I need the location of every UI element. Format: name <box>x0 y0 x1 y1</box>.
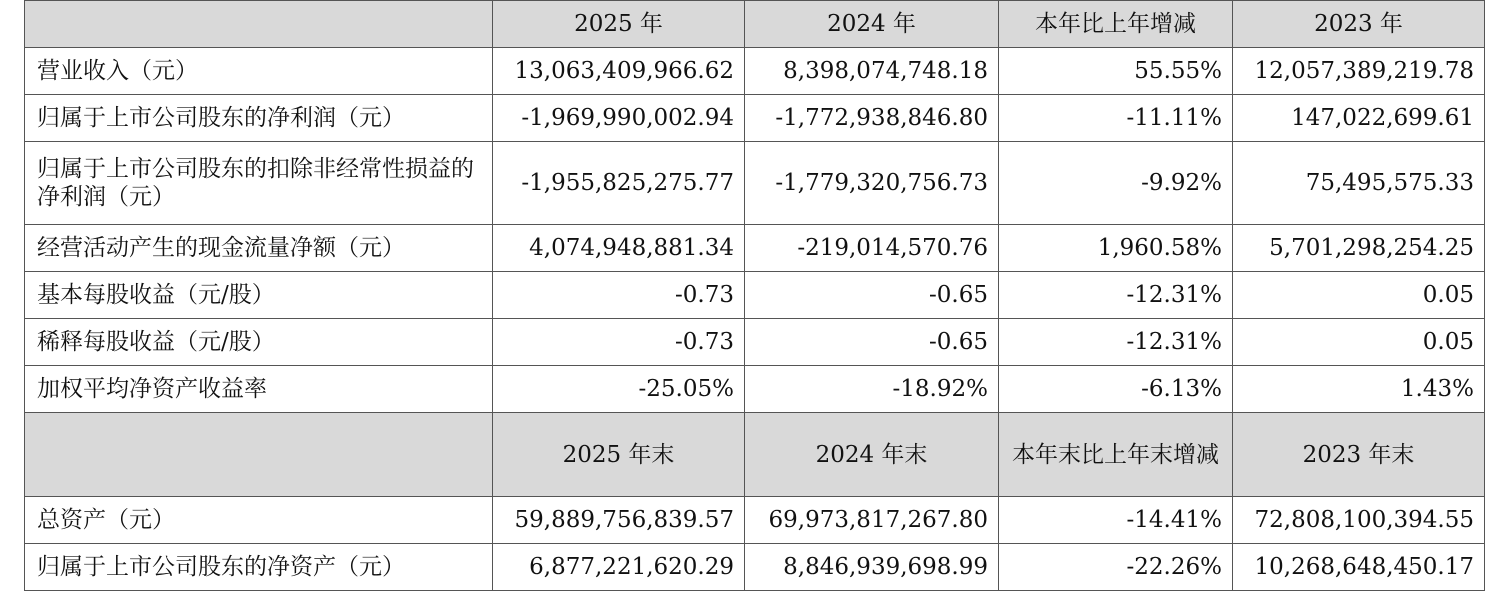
cell-2024: -0.65 <box>745 272 999 319</box>
cell-change: -9.92% <box>999 142 1233 225</box>
header-blank-cell <box>25 1 493 48</box>
header-row-year-end <box>25 413 1485 497</box>
cell-change-end: -22.26% <box>999 544 1233 591</box>
cell-2024: -1,779,320,756.73 <box>745 142 999 225</box>
cell-2023: 1.43% <box>1233 366 1485 413</box>
cell-2023-end: 72,808,100,394.55 <box>1233 497 1485 544</box>
cell-2023: 0.05 <box>1233 319 1485 366</box>
cell-change: 55.55% <box>999 48 1233 95</box>
row-label: 归属于上市公司股东的扣除非经常性损益的净利润（元） <box>25 142 493 225</box>
cell-2023: 12,057,389,219.78 <box>1233 48 1485 95</box>
financial-summary-table <box>24 0 1485 591</box>
header-col-2024: 2024 年 <box>745 1 999 48</box>
row-label: 总资产（元） <box>25 497 493 544</box>
table-row <box>25 366 1485 413</box>
cell-2023: 75,495,575.33 <box>1233 142 1485 225</box>
row-label: 经营活动产生的现金流量净额（元） <box>25 225 493 272</box>
cell-2023-end: 10,268,648,450.17 <box>1233 544 1485 591</box>
cell-change: -6.13% <box>999 366 1233 413</box>
table-row <box>25 48 1485 95</box>
cell-2025-end: 59,889,756,839.57 <box>493 497 745 544</box>
row-label: 稀释每股收益（元/股） <box>25 319 493 366</box>
cell-2023: 147,022,699.61 <box>1233 95 1485 142</box>
header-row-annual <box>25 1 1485 48</box>
row-label: 归属于上市公司股东的净资产（元） <box>25 544 493 591</box>
row-label: 营业收入（元） <box>25 48 493 95</box>
cell-2024-end: 69,973,817,267.80 <box>745 497 999 544</box>
table-row <box>25 544 1485 591</box>
cell-2024: -0.65 <box>745 319 999 366</box>
cell-2024: -1,772,938,846.80 <box>745 95 999 142</box>
cell-2024-end: 8,846,939,698.99 <box>745 544 999 591</box>
header-col-change-end: 本年末比上年末增减 <box>999 413 1233 497</box>
header-col-2023: 2023 年 <box>1233 1 1485 48</box>
cell-2023: 5,701,298,254.25 <box>1233 225 1485 272</box>
table-row <box>25 497 1485 544</box>
header-col-change: 本年比上年增减 <box>999 1 1233 48</box>
header-col-2025-end: 2025 年末 <box>493 413 745 497</box>
cell-change: -11.11% <box>999 95 1233 142</box>
cell-2025: -1,969,990,002.94 <box>493 95 745 142</box>
row-label: 基本每股收益（元/股） <box>25 272 493 319</box>
cell-2023: 0.05 <box>1233 272 1485 319</box>
header-col-2025: 2025 年 <box>493 1 745 48</box>
row-label: 加权平均净资产收益率 <box>25 366 493 413</box>
cell-2024: -18.92% <box>745 366 999 413</box>
cell-change-end: -14.41% <box>999 497 1233 544</box>
cell-2025: -1,955,825,275.77 <box>493 142 745 225</box>
table-row <box>25 142 1485 225</box>
cell-change: 1,960.58% <box>999 225 1233 272</box>
cell-2025: -25.05% <box>493 366 745 413</box>
header-col-2024-end: 2024 年末 <box>745 413 999 497</box>
row-label: 归属于上市公司股东的净利润（元） <box>25 95 493 142</box>
table-row <box>25 319 1485 366</box>
cell-2025: -0.73 <box>493 319 745 366</box>
table-row <box>25 272 1485 319</box>
financial-table-container <box>24 0 1485 591</box>
cell-change: -12.31% <box>999 319 1233 366</box>
header-blank-cell <box>25 413 493 497</box>
cell-2025: -0.73 <box>493 272 745 319</box>
cell-2024: 8,398,074,748.18 <box>745 48 999 95</box>
cell-2025: 4,074,948,881.34 <box>493 225 745 272</box>
cell-2024: -219,014,570.76 <box>745 225 999 272</box>
cell-2025-end: 6,877,221,620.29 <box>493 544 745 591</box>
cell-change: -12.31% <box>999 272 1233 319</box>
table-row <box>25 95 1485 142</box>
cell-2025: 13,063,409,966.62 <box>493 48 745 95</box>
header-col-2023-end: 2023 年末 <box>1233 413 1485 497</box>
table-row <box>25 225 1485 272</box>
